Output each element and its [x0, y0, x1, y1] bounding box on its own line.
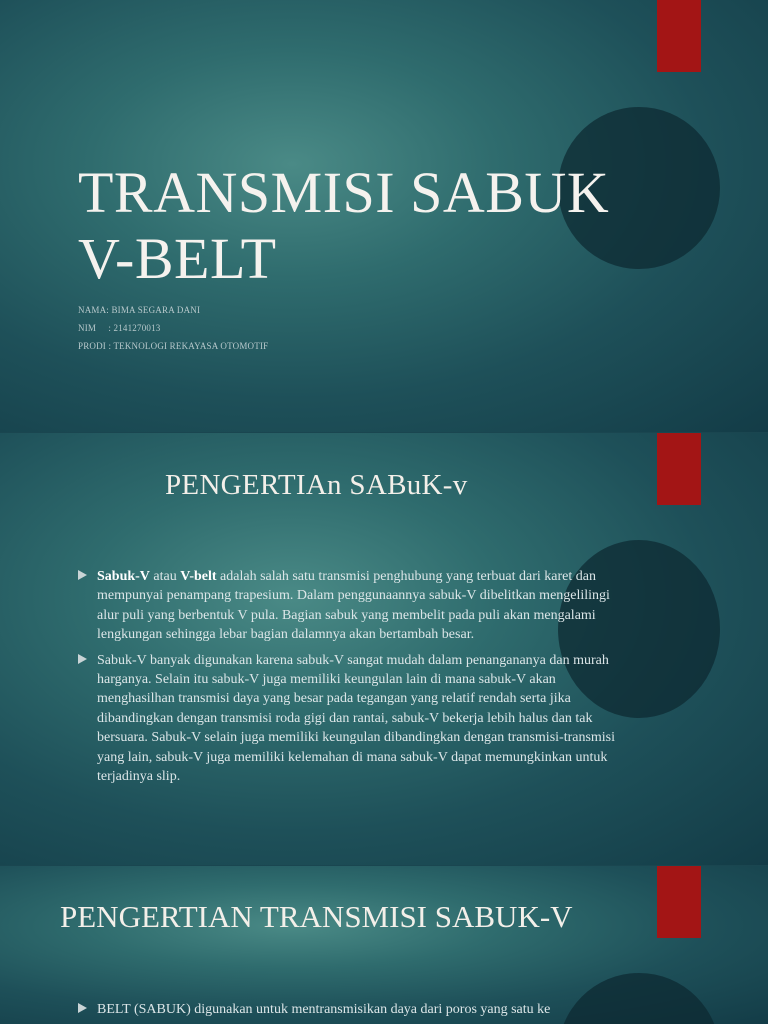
presentation-title — [78, 160, 609, 292]
student-id: NIM : 2141270013 — [78, 323, 161, 333]
title-slide — [0, 0, 768, 432]
bullet-list — [78, 1000, 626, 1019]
bullet-arrow-icon — [78, 570, 87, 580]
list-item — [78, 651, 626, 787]
slide-heading: PENGERTIAn SABuK-v — [165, 469, 468, 501]
list-item — [78, 567, 626, 645]
definition-text: adalah salah satu transmisi penghubung yang terbuat dari karet dan mempunyai penampang trapesium. Dalam penggunaannya sabuk-V dibelitkan mengelilingi alur puli yang berbentuk V pula. Bagian sabuk yang membelit pada puli akan mengalami lengkungan sehingga lebar bagian dalamnya akan bertambah besar. — [97, 569, 610, 643]
bullet-text — [97, 567, 626, 645]
term-v-belt: V-belt — [180, 569, 217, 584]
bullet-list — [78, 567, 626, 786]
accent-bar — [657, 433, 701, 505]
study-program: PRODI : TEKNOLOGI REKAYASA OTOMOTIF — [78, 341, 269, 351]
author-name: NAMA: BIMA SEGARA DANI — [78, 305, 201, 315]
title-line-2: V-BELT — [78, 226, 277, 291]
accent-bar — [657, 0, 701, 72]
definition-slide — [0, 433, 768, 865]
bullet-arrow-icon — [78, 654, 87, 664]
list-item — [78, 1000, 626, 1019]
slide-heading: PENGERTIAN TRANSMISI SABUK-V — [60, 899, 573, 934]
transmission-slide — [0, 866, 768, 1024]
bullet-text: Sabuk-V banyak digunakan karena sabuk-V sangat mudah dalam penangananya dan murah harganya. Selain itu sabuk-V juga memiliki keungulan lain di mana sabuk-V akan menghasilhan transmisi daya yang besar pada tegangan yang relatif rendah serta jika dibandingkan dengan transmisi roda gigi dan rantai, sabuk-V bekerja lebih halus dan tak bersuara. Sabuk-V selain juga memiliki keungulan dibandingkan dengan transmisi-transmisi yang lain, sabuk-V juga memiliki kelemahan di mana sabuk-V dapat memungkinkan untuk terjadinya slip. — [97, 652, 616, 785]
connector-text: atau — [149, 569, 181, 584]
accent-bar — [657, 866, 701, 938]
term-sabuk-v: Sabuk-V — [97, 569, 150, 584]
bullet-text: BELT (SABUK) digunakan untuk mentransmisikan daya dari poros yang satu ke — [97, 1002, 551, 1017]
bullet-arrow-icon — [78, 1003, 87, 1013]
title-line-1: TRANSMISI SABUK — [78, 160, 610, 225]
